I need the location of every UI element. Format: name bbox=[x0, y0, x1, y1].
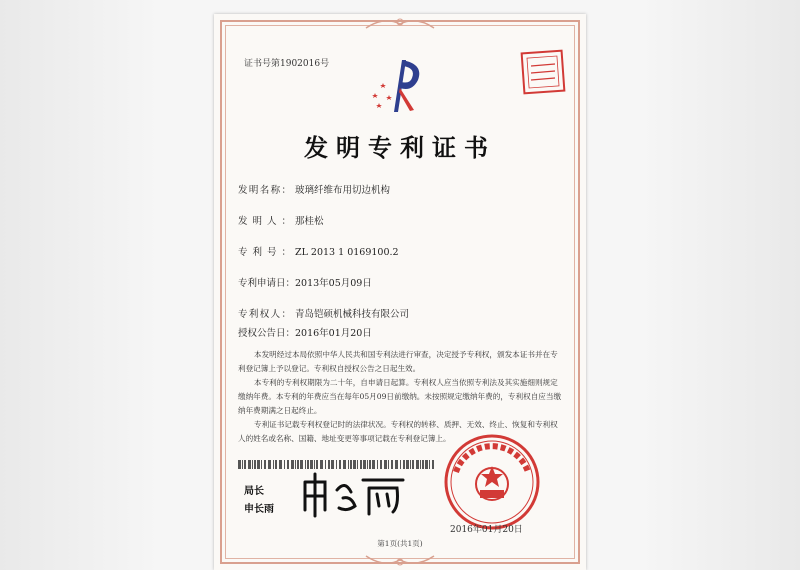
field-label: 发明人： bbox=[238, 216, 291, 227]
patent-office-emblem bbox=[364, 54, 434, 114]
seal-date: 2016年01月20日 bbox=[450, 525, 523, 535]
field-invention-name bbox=[238, 182, 390, 196]
certificate-number: 证书号第1902016号 bbox=[244, 59, 330, 69]
official-seal-icon bbox=[442, 432, 542, 532]
certificate-title: 发明专利证书 bbox=[304, 133, 496, 162]
barcode bbox=[238, 460, 438, 470]
body-paragraph: 专利证书记载专利权登记时的法律状况。专利权的转移、质押、无效、终止、恢复和专利权人的姓名或名称、国籍、地址变更等事项记载在专利登记簿上。 bbox=[238, 420, 558, 443]
office-stamp-icon bbox=[519, 48, 567, 96]
field-patentee bbox=[238, 306, 409, 320]
body-paragraph: 本专利的专利权期限为二十年，自申请日起算。专利权人应当依照专利法及其实施细则规定缴纳年费。本专利的年费应当在每年05月09日前缴纳。未按照规定缴纳年费的，专利权自应当缴纳年费期满之日起终止。 bbox=[238, 378, 562, 415]
field-application-date bbox=[238, 275, 372, 289]
field-value: 青岛铠硕机械科技有限公司 bbox=[295, 309, 410, 320]
field-patent-number bbox=[238, 244, 399, 258]
field-label: 专利申请日： bbox=[238, 278, 296, 289]
field-label: 授权公告日： bbox=[238, 328, 296, 339]
field-value: 2013年05月09日 bbox=[295, 278, 372, 289]
field-label: 专利号： bbox=[238, 247, 291, 258]
field-value: 2016年01月20日 bbox=[295, 328, 372, 339]
field-grant-date bbox=[238, 325, 372, 339]
page-number: 第1页(共1页) bbox=[377, 539, 423, 548]
field-value: 玻璃纤维布用切边机构 bbox=[295, 185, 391, 196]
director-name: 申长雨 bbox=[244, 504, 274, 515]
field-value: ZL 2013 1 0169100.2 bbox=[295, 247, 399, 258]
certificate-paper bbox=[214, 14, 586, 570]
body-paragraph: 本发明经过本局依照中华人民共和国专利法进行审查，决定授予专利权，颁发本证书并在专利登记簿上予以登记。专利权自授权公告之日起生效。 bbox=[238, 350, 558, 373]
director-title: 局长 bbox=[244, 486, 264, 497]
director-signature-icon bbox=[299, 470, 409, 518]
field-label: 专利权人： bbox=[238, 309, 291, 320]
field-inventor bbox=[238, 213, 324, 227]
field-label: 发明名称： bbox=[238, 185, 291, 196]
bottom-ornament bbox=[364, 554, 436, 568]
field-value: 那桂松 bbox=[295, 216, 324, 227]
top-ornament bbox=[364, 16, 436, 30]
